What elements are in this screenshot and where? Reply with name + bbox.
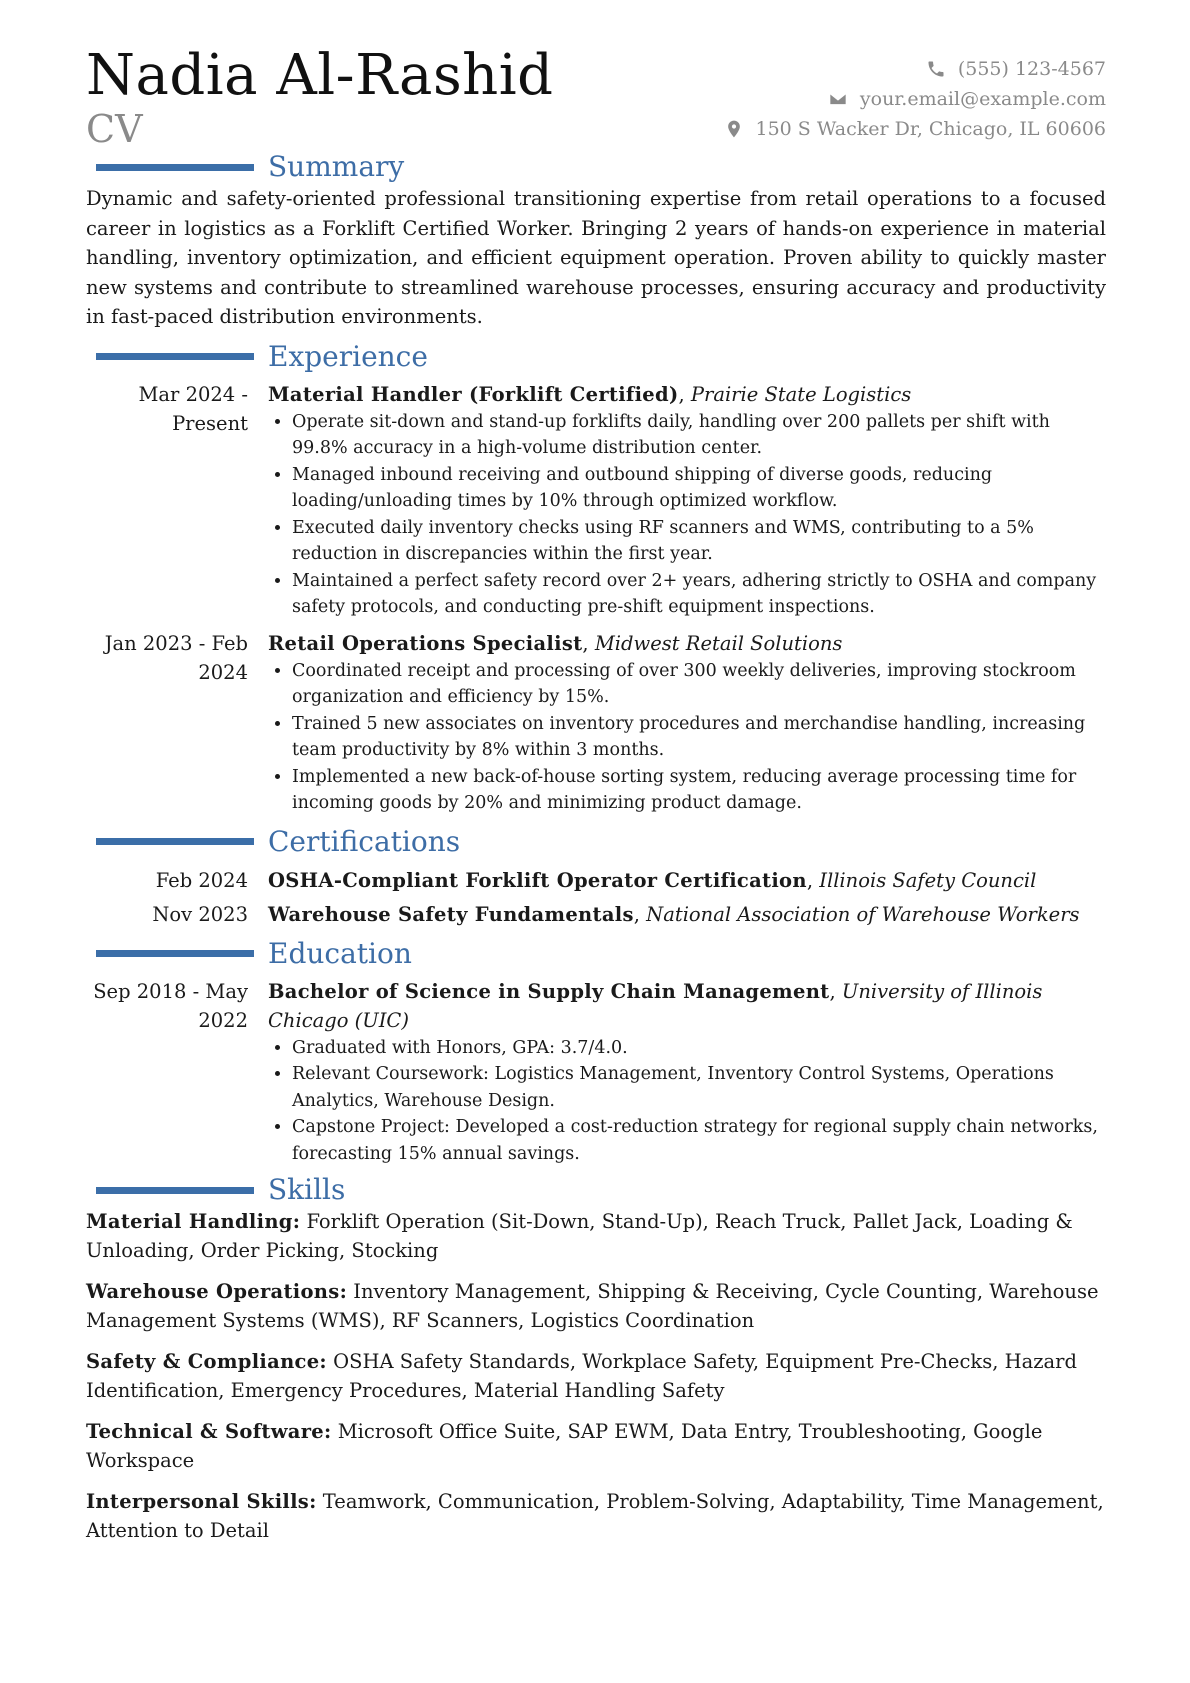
skill-list: Teamwork, Communication, Problem-Solving, Adaptability, Time Management, Attention to Detail [86,1490,1104,1542]
skill-label: Interpersonal Skills: [86,1490,317,1513]
document-subtitle: CV [86,107,143,151]
skill-list: Microsoft Office Suite, SAP EWM, Data Entry, Troubleshooting, Google Workspace [86,1420,1043,1472]
section-title: Skills [268,1173,346,1206]
employer: Prairie State Logistics [690,382,912,406]
certification-entry [86,865,1106,897]
entry-headline: OSHA-Compliant Forklift Operator Certification, Illinois Safety Council [268,868,1037,892]
map-marker-icon [724,119,744,139]
skill-group [86,1487,1106,1545]
bullet-item: • Managed inbound receiving and outbound shipping of diverse goods, reducing loading/unloading times by 10% through optimized workflow. [292,462,1106,515]
section-summary-heading [96,150,1106,184]
institution: University of Illinois Chicago (UIC) [268,979,1043,1032]
bullet-item: • Relevant Coursework: Logistics Management, Inventory Control Systems, Operations Analytics, Warehouse Design. [292,1061,1106,1114]
issuer: National Association of Warehouse Workers [646,902,1080,926]
skill-list: OSHA Safety Standards, Workplace Safety, Equipment Pre-Checks, Hazard Identification, Emergency Procedures, Material Handling Safety [86,1350,1077,1402]
summary-text: Dynamic and safety-oriented professional transitioning expertise from retail operations to a focused career in logistics as a Forklift Certified Worker. Bringing 2 years of hands-on experience in material handling, inventory optimization, and efficient equipment operation. Proven ability to quickly master new systems and contribute to streamlined warehouse processes, ensuring accuracy and productivity in fast-paced distribution environments. [86,187,1106,328]
contact-block [724,54,1107,144]
section-title: Education [268,936,412,970]
contact-email[interactable] [724,84,1107,114]
section-skills-heading [96,1173,1106,1207]
entry-date: Sep 2018 - May 2022 [93,979,248,1032]
skill-group [86,1277,1106,1335]
skill-list: Inventory Management, Shipping & Receiving, Cycle Counting, Warehouse Management Systems (WMS), RF Scanners, Logistics Coordination [86,1280,1099,1332]
bullet-item: • Implemented a new back-of-house sorting system, reducing average processing time for incoming goods by 20% and minimizing product damage. [292,764,1106,817]
section-title: Experience [268,339,428,373]
bullet-item: • Operate sit-down and stand-up forklifts daily, handling over 200 pallets per shift with 99.8% accuracy in a high-volume distribution center. [292,409,1106,462]
entry-date: Nov 2023 [152,902,248,926]
bullet-item: • Maintained a perfect safety record over 2+ years, adhering strictly to OSHA and company safety protocols, and conducting pre-shift equipment inspections. [292,568,1106,621]
experience-entry [86,629,1106,817]
phone-text: (555) 123-4567 [957,58,1106,80]
entry-headline: Warehouse Safety Fundamentals, National Association of Warehouse Workers [268,902,1080,926]
bullet-item: • Executed daily inventory checks using RF scanners and WMS, contributing to a 5% reduction in discrepancies within the first year. [292,515,1106,568]
section-accent-bar [96,950,254,957]
certification-name: OSHA-Compliant Forklift Operator Certification [268,868,807,892]
section-accent-bar [96,838,254,845]
skill-list: Forklift Operation (Sit-Down, Stand-Up), Reach Truck, Pallet Jack, Loading & Unloading, Order Picking, Stocking [86,1210,1073,1262]
degree: Bachelor of Science in Supply Chain Management [268,979,830,1003]
section-title: Certifications [268,824,461,858]
section-accent-bar [96,353,254,360]
job-title: Retail Operations Specialist [268,631,583,655]
entry-headline: Material Handler (Forklift Certified), Prairie State Logistics [268,382,912,406]
bullet-list [268,409,1106,621]
education-entry [86,977,1106,1168]
section-accent-bar [96,164,254,171]
entry-headline: Retail Operations Specialist, Midwest Retail Solutions [268,631,843,655]
section-experience-heading [96,340,1106,374]
bullet-list [268,1035,1106,1168]
issuer: Illinois Safety Council [819,868,1037,892]
section-education-heading [96,937,1106,971]
section-accent-bar [96,1187,254,1194]
bullet-item: • Coordinated receipt and processing of over 300 weekly deliveries, improving stockroom organization and efficiency by 15%. [292,658,1106,711]
phone-icon [926,59,946,79]
bullet-list [268,658,1106,817]
section-title: Summary [268,150,405,183]
skill-label: Technical & Software: [86,1420,332,1443]
address-text: 150 S Wacker Dr, Chicago, IL 60606 [755,118,1106,140]
skill-group [86,1417,1106,1475]
envelope-icon [828,89,848,109]
job-title: Material Handler (Forklift Certified) [268,382,679,406]
employer: Midwest Retail Solutions [594,631,843,655]
email-text: your.email@example.com [859,88,1106,110]
certification-entry [86,899,1106,931]
certification-name: Warehouse Safety Fundamentals [268,902,634,926]
experience-entry [86,380,1106,621]
bullet-item: • Trained 5 new associates on inventory procedures and merchandise handling, increasing team productivity by 8% within 3 months. [292,711,1106,764]
bullet-item: • Capstone Project: Developed a cost-reduction strategy for regional supply chain networks, forecasting 15% annual savings. [292,1114,1106,1167]
entry-headline: Bachelor of Science in Supply Chain Management, University of Illinois Chicago (UIC) [268,979,1043,1032]
bullet-item: • Graduated with Honors, GPA: 3.7/4.0. [292,1035,1106,1062]
skill-label: Material Handling: [86,1210,301,1233]
entry-date: Jan 2023 - Feb 2024 [104,631,248,684]
contact-address [724,114,1107,144]
skill-label: Safety & Compliance: [86,1350,327,1373]
header [86,44,1106,150]
skill-label: Warehouse Operations: [86,1280,348,1303]
entry-date: Mar 2024 - Present [138,382,248,435]
section-certifications-heading [96,825,1106,859]
candidate-name: Nadia Al-Rashid [86,43,554,108]
skill-group [86,1347,1106,1405]
resume-page [86,44,1106,1557]
skill-group [86,1207,1106,1265]
contact-phone[interactable] [724,54,1107,84]
entry-date: Feb 2024 [155,868,248,892]
